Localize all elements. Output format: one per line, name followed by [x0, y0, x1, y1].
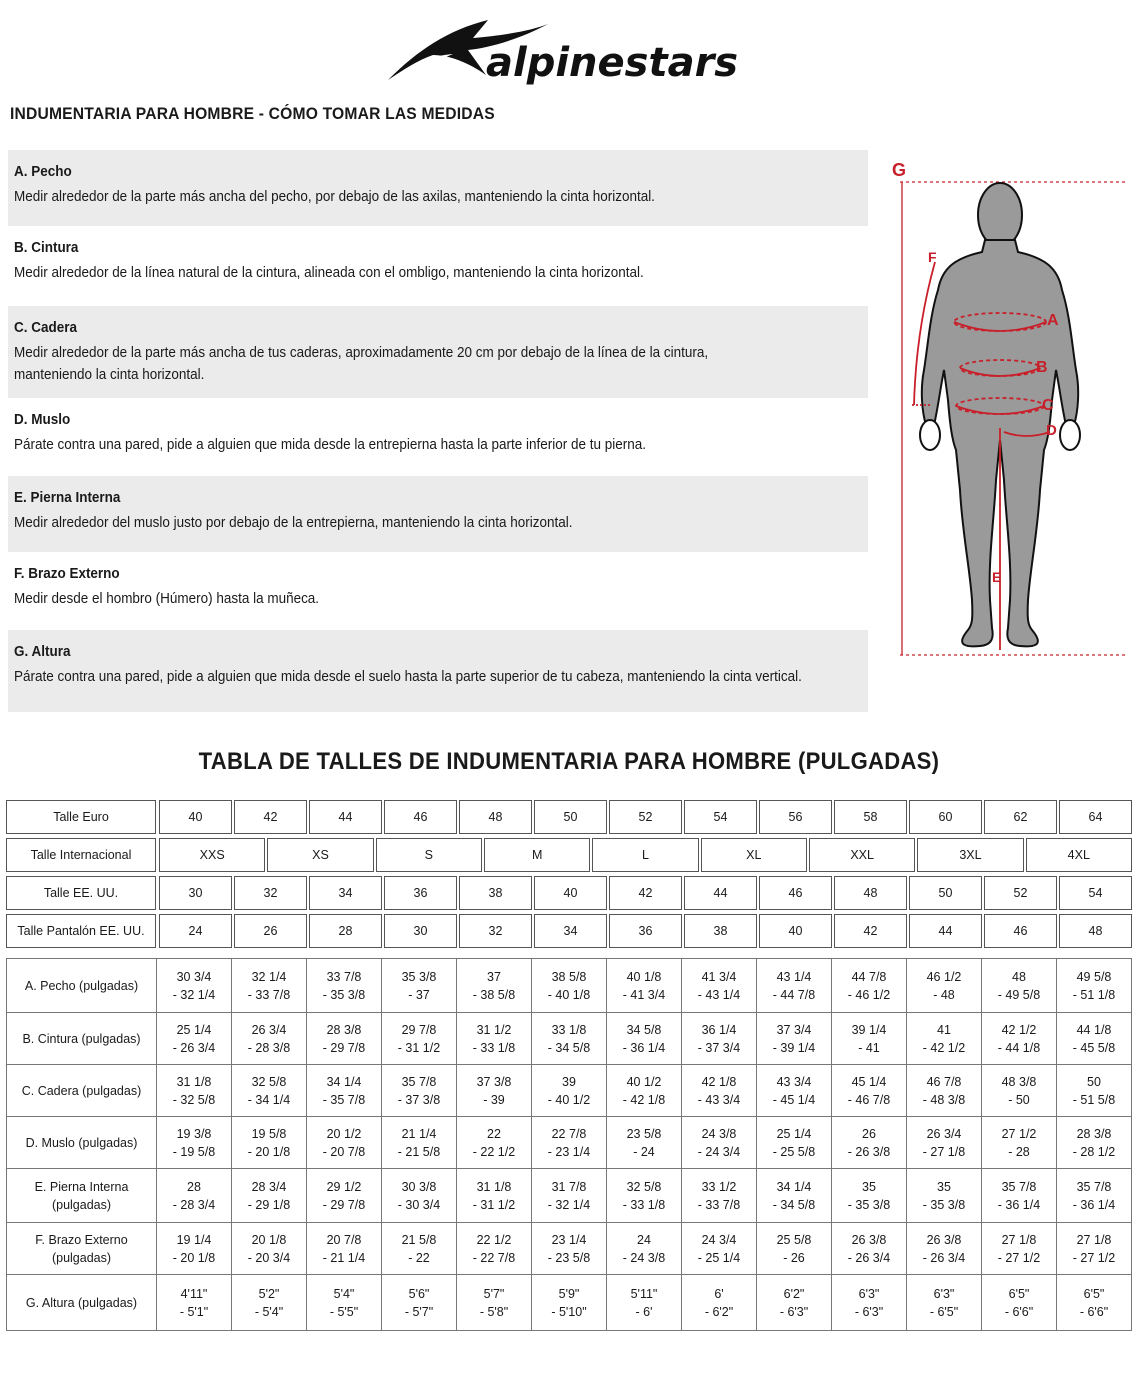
measurement-cell	[682, 1169, 757, 1223]
row-header: E. Pierna Interna (pulgadas)	[7, 1169, 157, 1223]
size-cells	[159, 800, 1132, 834]
measurement-cell	[157, 1117, 232, 1169]
measurement-cell	[382, 1169, 457, 1223]
measurement-value: 48 - 49 5/8	[997, 969, 1041, 1002]
measurement-value: 29 7/8 - 31 1/2	[397, 1022, 441, 1055]
size-cell: 34	[534, 914, 607, 948]
measurement-value: 26 3/8 - 26 3/4	[847, 1232, 891, 1265]
label-e: E	[992, 569, 1002, 585]
label-g: G	[892, 160, 907, 180]
measurement-row	[7, 959, 1132, 1013]
measurement-value: 22 - 22 1/2	[472, 1126, 516, 1159]
row-header: Talle Pantalón EE. UU.	[6, 914, 156, 948]
measure-desc: Medir alrededor del muslo justo por debajo de la entrepierna, manteniendo la cinta horizontal.	[14, 515, 573, 531]
measurement-row	[7, 1117, 1132, 1169]
size-cell: 62	[984, 800, 1057, 834]
measurement-value: 40 1/2 - 42 1/8	[622, 1074, 666, 1107]
measurement-cell	[757, 1013, 832, 1065]
measurement-value: 32 5/8 - 34 1/4	[247, 1074, 291, 1107]
measurement-value: 28 3/4 - 29 1/8	[247, 1179, 291, 1212]
measurement-cell	[457, 959, 532, 1013]
size-cell: 54	[684, 800, 757, 834]
row-header: Talle Internacional	[6, 838, 156, 872]
size-cell: 4XL	[1026, 838, 1132, 872]
measurement-cell	[532, 1117, 607, 1169]
measurement-cell	[532, 1223, 607, 1275]
size-row-internacional	[6, 838, 1132, 872]
measure-title: B. Cintura	[14, 240, 79, 256]
measurement-cell	[157, 1275, 232, 1331]
measurement-cell	[157, 1223, 232, 1275]
measurement-cell	[607, 1065, 682, 1117]
size-cell: XXS	[159, 838, 265, 872]
measurement-cell	[532, 1013, 607, 1065]
label-a: A	[1047, 312, 1059, 329]
measurement-value: 6' - 6'2"	[704, 1286, 734, 1319]
measurement-value: 23 5/8 - 24	[626, 1126, 662, 1159]
measurement-row	[7, 1169, 1132, 1223]
measurement-cell	[157, 959, 232, 1013]
measurement-cell	[757, 1117, 832, 1169]
measurement-value: 29 1/2 - 29 7/8	[322, 1179, 366, 1212]
measurement-cell	[307, 1065, 382, 1117]
measurement-cell	[982, 959, 1057, 1013]
measurement-value: 5'9" - 5'10"	[551, 1286, 587, 1319]
measurement-value: 48 3/8 - 50	[1001, 1074, 1037, 1107]
size-cell: 36	[609, 914, 682, 948]
measurement-row	[7, 1013, 1132, 1065]
size-cell: 40	[759, 914, 832, 948]
measure-title: A. Pecho	[14, 164, 72, 180]
measurement-value: 25 1/4 - 26 3/4	[172, 1022, 216, 1055]
measurement-cell	[232, 1223, 307, 1275]
measurement-cell	[907, 1275, 982, 1331]
size-cell: 40	[534, 876, 607, 910]
measurement-cell	[832, 1275, 907, 1331]
measure-desc: Medir alrededor de la parte más ancha del pecho, por debajo de las axilas, manteniendo la cinta horizontal.	[14, 189, 655, 205]
svg-text:alpinestars: alpinestars	[486, 40, 739, 86]
measurement-value: 40 1/8 - 41 3/4	[622, 969, 666, 1002]
measurement-value: 45 1/4 - 46 7/8	[847, 1074, 891, 1107]
measurement-value: 35 7/8 - 37 3/8	[397, 1074, 441, 1107]
size-cell: 64	[1059, 800, 1132, 834]
measurement-value: 33 7/8 - 35 3/8	[322, 969, 366, 1002]
measurement-cell	[382, 959, 457, 1013]
measurement-value: 26 - 26 3/8	[847, 1126, 891, 1159]
measurement-value: 33 1/8 - 34 5/8	[547, 1022, 591, 1055]
measurement-value: 35 - 35 3/8	[847, 1179, 891, 1212]
size-cell: L	[592, 838, 698, 872]
measure-title: F. Brazo Externo	[14, 566, 120, 582]
size-cell: 40	[159, 800, 232, 834]
measurement-cell	[307, 1223, 382, 1275]
size-row-pantalon	[6, 914, 1132, 948]
measurement-value: 6'2" - 6'3"	[779, 1286, 809, 1319]
measurement-cell	[157, 1065, 232, 1117]
measurement-cell	[607, 1223, 682, 1275]
measurement-value: 32 5/8 - 33 1/8	[622, 1179, 666, 1212]
measurement-cell	[982, 1117, 1057, 1169]
row-header: B. Cintura (pulgadas)	[7, 1013, 157, 1065]
size-cell: 38	[459, 876, 532, 910]
measurement-value: 20 7/8 - 21 1/4	[322, 1232, 366, 1265]
measurement-value: 37 3/8 - 39	[476, 1074, 512, 1107]
size-cell: 60	[909, 800, 982, 834]
measurement-value: 42 1/2 - 44 1/8	[997, 1022, 1041, 1055]
measure-desc: Medir desde el hombro (Húmero) hasta la muñeca.	[14, 591, 320, 607]
measurement-value: 32 1/4 - 33 7/8	[247, 969, 291, 1002]
size-cell: 48	[834, 876, 907, 910]
label-d: D	[1046, 422, 1057, 439]
measurement-value: 28 3/8 - 28 1/2	[1072, 1126, 1116, 1159]
measure-muslo	[8, 398, 868, 476]
size-cell: 50	[534, 800, 607, 834]
measurement-cell	[757, 1169, 832, 1223]
measurement-value: 26 3/8 - 26 3/4	[922, 1232, 966, 1265]
measurement-value: 26 3/4 - 28 3/8	[247, 1022, 291, 1055]
measurement-cell	[1057, 1169, 1132, 1223]
measurement-value: 35 3/8 - 37	[401, 969, 437, 1002]
measurement-cell	[907, 1013, 982, 1065]
measure-pecho	[8, 150, 868, 226]
measurement-cell	[982, 1223, 1057, 1275]
measurement-value: 6'3" - 6'3"	[854, 1286, 884, 1319]
measurement-cell	[907, 959, 982, 1013]
measurement-value: 34 5/8 - 36 1/4	[622, 1022, 666, 1055]
measurement-cell	[757, 1065, 832, 1117]
measurement-value: 37 3/4 - 39 1/4	[772, 1022, 816, 1055]
measurement-cell	[232, 1065, 307, 1117]
measurement-cell	[157, 1013, 232, 1065]
measurement-value: 5'7" - 5'8"	[479, 1286, 509, 1319]
measurement-cell	[982, 1013, 1057, 1065]
size-cell: 32	[459, 914, 532, 948]
measurement-cell	[682, 1117, 757, 1169]
measurement-cell	[232, 1275, 307, 1331]
measurement-value: 46 7/8 - 48 3/8	[922, 1074, 966, 1107]
measurement-list	[8, 150, 868, 712]
body-figure	[880, 150, 1130, 670]
body-silhouette-icon	[880, 150, 1130, 670]
measurement-value: 39 1/4 - 41	[851, 1022, 887, 1055]
measurement-value: 35 7/8 - 36 1/4	[997, 1179, 1041, 1212]
measurement-value: 19 5/8 - 20 1/8	[247, 1126, 291, 1159]
size-cell: 34	[309, 876, 382, 910]
measure-cadera	[8, 306, 868, 398]
size-row-us	[6, 876, 1132, 910]
measurement-value: 25 1/4 - 25 5/8	[772, 1126, 816, 1159]
measurement-cell	[532, 1169, 607, 1223]
measurement-value: 35 7/8 - 36 1/4	[1072, 1179, 1116, 1212]
alpinestars-star-icon	[378, 10, 768, 90]
measurement-cell	[1057, 1013, 1132, 1065]
size-cell: 30	[384, 914, 457, 948]
measurement-value: 21 5/8 - 22	[401, 1232, 437, 1265]
measurement-cell	[307, 1275, 382, 1331]
label-b: B	[1036, 359, 1048, 376]
measurement-table	[6, 958, 1132, 1331]
measurement-cell	[682, 1013, 757, 1065]
measurement-cell	[532, 1275, 607, 1331]
measurement-cell	[607, 959, 682, 1013]
measurement-cell	[907, 1117, 982, 1169]
measurement-value: 23 1/4 - 23 5/8	[547, 1232, 591, 1265]
size-cell: 52	[984, 876, 1057, 910]
size-cell: 36	[384, 876, 457, 910]
measurement-value: 6'3" - 6'5"	[929, 1286, 959, 1319]
section-title: INDUMENTARIA PARA HOMBRE - CÓMO TOMAR LAS MEDIDAS	[10, 104, 495, 123]
measurement-cell	[1057, 1117, 1132, 1169]
size-cell: 3XL	[917, 838, 1023, 872]
row-header: Talle EE. UU.	[6, 876, 156, 910]
size-cell: 48	[1059, 914, 1132, 948]
measurement-cell	[307, 1117, 382, 1169]
size-cell: 44	[309, 800, 382, 834]
measurement-cell	[232, 1117, 307, 1169]
measurement-row	[7, 1065, 1132, 1117]
measurement-cell	[982, 1065, 1057, 1117]
measurement-cell	[682, 1065, 757, 1117]
size-cell: 56	[759, 800, 832, 834]
measurement-cell	[532, 959, 607, 1013]
size-table	[6, 800, 1132, 952]
measurement-row	[7, 1275, 1132, 1331]
measure-title: E. Pierna Interna	[14, 490, 121, 506]
measurement-cell	[457, 1013, 532, 1065]
measure-altura	[8, 630, 868, 712]
label-f: F	[928, 249, 937, 265]
measurement-value: 5'2" - 5'4"	[254, 1286, 284, 1319]
measurement-value: 4'11" - 5'1"	[179, 1286, 209, 1319]
measure-title: C. Cadera	[14, 320, 77, 336]
size-cell: 26	[234, 914, 307, 948]
measurement-cell	[907, 1169, 982, 1223]
measurement-cell	[1057, 959, 1132, 1013]
measurement-cell	[457, 1065, 532, 1117]
measurement-value: 43 3/4 - 45 1/4	[772, 1074, 816, 1107]
measure-pierna-interna	[8, 476, 868, 552]
size-cell: 42	[609, 876, 682, 910]
measurement-cell	[457, 1117, 532, 1169]
measure-cintura	[8, 226, 868, 306]
size-cell: XS	[267, 838, 373, 872]
measurement-cell	[682, 1275, 757, 1331]
measurement-value: 22 7/8 - 23 1/4	[547, 1126, 591, 1159]
measurement-cell	[832, 1013, 907, 1065]
measurement-cell	[382, 1065, 457, 1117]
measure-title: G. Altura	[14, 644, 71, 660]
measurement-cell	[157, 1169, 232, 1223]
row-header: D. Muslo (pulgadas)	[7, 1117, 157, 1169]
measurement-value: 46 1/2 - 48	[926, 969, 962, 1002]
measurement-cell	[1057, 1223, 1132, 1275]
measurement-value: 38 5/8 - 40 1/8	[547, 969, 591, 1002]
measurement-cell	[607, 1013, 682, 1065]
measurement-value: 20 1/8 - 20 3/4	[247, 1232, 291, 1265]
measurement-value: 26 3/4 - 27 1/8	[922, 1126, 966, 1159]
measurement-cell	[607, 1169, 682, 1223]
measurement-value: 36 1/4 - 37 3/4	[697, 1022, 741, 1055]
size-cell: 48	[459, 800, 532, 834]
measurement-cell	[607, 1275, 682, 1331]
row-header: C. Cadera (pulgadas)	[7, 1065, 157, 1117]
measurement-cell	[832, 1117, 907, 1169]
measure-desc: Párate contra una pared, pide a alguien que mida desde la entrepierna hasta la parte inferior de tu pierna.	[14, 437, 646, 453]
size-cell: 46	[759, 876, 832, 910]
measurement-value: 19 3/8 - 19 5/8	[172, 1126, 216, 1159]
measurement-cell	[532, 1065, 607, 1117]
measurement-row	[7, 1223, 1132, 1275]
measurement-value: 28 3/8 - 29 7/8	[322, 1022, 366, 1055]
measurement-value: 31 1/8 - 31 1/2	[472, 1179, 516, 1212]
measurement-cell	[382, 1223, 457, 1275]
measurement-value: 5'4" - 5'5"	[329, 1286, 359, 1319]
size-cell: 50	[909, 876, 982, 910]
measurement-value: 21 1/4 - 21 5/8	[397, 1126, 441, 1159]
measurement-value: 25 5/8 - 26	[776, 1232, 812, 1265]
measurement-cell	[232, 1013, 307, 1065]
measurement-value: 19 1/4 - 20 1/8	[172, 1232, 216, 1265]
measurement-value: 30 3/8 - 30 3/4	[397, 1179, 441, 1212]
measurement-cell	[757, 959, 832, 1013]
size-cell: 46	[384, 800, 457, 834]
measurement-value: 5'6" - 5'7"	[404, 1286, 434, 1319]
measurement-cell	[382, 1275, 457, 1331]
size-cell: 30	[159, 876, 232, 910]
measurement-value: 37 - 38 5/8	[472, 969, 516, 1002]
measure-brazo-externo	[8, 552, 868, 630]
measurement-cell	[907, 1065, 982, 1117]
size-cells	[159, 914, 1132, 948]
table-title: TABLA DE TALLES DE INDUMENTARIA PARA HOMBRE (PULGADAS)	[198, 748, 940, 775]
measurement-cell	[832, 1223, 907, 1275]
measurement-cell	[607, 1117, 682, 1169]
measure-desc-2: manteniendo la cinta horizontal.	[14, 367, 205, 383]
measurement-value: 5'11" - 6'	[630, 1286, 658, 1319]
measurement-value: 6'5" - 6'6"	[1004, 1286, 1034, 1319]
measurement-value: 44 7/8 - 46 1/2	[847, 969, 891, 1002]
size-cell: XL	[701, 838, 807, 872]
measurement-cell	[457, 1275, 532, 1331]
measurement-cell	[307, 1169, 382, 1223]
row-header: F. Brazo Externo (pulgadas)	[7, 1223, 157, 1275]
measurement-value: 34 1/4 - 35 7/8	[322, 1074, 366, 1107]
size-cell: 52	[609, 800, 682, 834]
measurement-value: 30 3/4 - 32 1/4	[172, 969, 216, 1002]
size-cell: 44	[909, 914, 982, 948]
measurement-value: 22 1/2 - 22 7/8	[472, 1232, 516, 1265]
measurement-value: 27 1/2 - 28	[1001, 1126, 1037, 1159]
size-cell: 24	[159, 914, 232, 948]
measurement-cell	[307, 959, 382, 1013]
measurement-value: 20 1/2 - 20 7/8	[322, 1126, 366, 1159]
measurement-value: 27 1/8 - 27 1/2	[997, 1232, 1041, 1265]
size-cell: 42	[834, 914, 907, 948]
measurement-cell	[307, 1013, 382, 1065]
measure-desc: Párate contra una pared, pide a alguien que mida desde el suelo hasta la parte superior de tu cabeza, manteniendo la cinta vertical.	[14, 669, 802, 685]
measurement-cell	[682, 959, 757, 1013]
measurement-value: 50 - 51 5/8	[1072, 1074, 1116, 1107]
measurement-value: 31 7/8 - 32 1/4	[547, 1179, 591, 1212]
measurement-cell	[832, 1169, 907, 1223]
size-cell: 46	[984, 914, 1057, 948]
measure-desc: Medir alrededor de la parte más ancha de tus caderas, aproximadamente 20 cm por debajo de la línea de la cintura,	[14, 345, 709, 361]
measurement-cell	[232, 959, 307, 1013]
measurement-cell	[457, 1223, 532, 1275]
measurement-cell	[907, 1223, 982, 1275]
measurement-value: 24 3/8 - 24 3/4	[697, 1126, 741, 1159]
measurement-cell	[457, 1169, 532, 1223]
measurement-cell	[982, 1275, 1057, 1331]
size-cell: 32	[234, 876, 307, 910]
size-cell: S	[376, 838, 482, 872]
measurement-value: 31 1/8 - 32 5/8	[172, 1074, 216, 1107]
measurement-value: 28 - 28 3/4	[172, 1179, 216, 1212]
measurement-cell	[682, 1223, 757, 1275]
measurement-value: 43 1/4 - 44 7/8	[772, 969, 816, 1002]
size-cell: 28	[309, 914, 382, 948]
measurement-value: 41 - 42 1/2	[922, 1022, 966, 1055]
row-header: A. Pecho (pulgadas)	[7, 959, 157, 1013]
measurement-cell	[232, 1169, 307, 1223]
measurement-cell	[382, 1117, 457, 1169]
measurement-cell	[832, 1065, 907, 1117]
measurement-cell	[982, 1169, 1057, 1223]
measurement-value: 34 1/4 - 34 5/8	[772, 1179, 816, 1212]
size-cells	[159, 838, 1132, 872]
size-cell: 42	[234, 800, 307, 834]
measurement-value: 31 1/2 - 33 1/8	[472, 1022, 516, 1055]
measurement-cell	[1057, 1065, 1132, 1117]
size-cell: 58	[834, 800, 907, 834]
size-cells	[159, 876, 1132, 910]
measurement-value: 33 1/2 - 33 7/8	[697, 1179, 741, 1212]
measurement-value: 27 1/8 - 27 1/2	[1072, 1232, 1116, 1265]
size-row-euro	[6, 800, 1132, 834]
measurement-value: 24 3/4 - 25 1/4	[697, 1232, 741, 1265]
measurement-value: 41 3/4 - 43 1/4	[697, 969, 741, 1002]
measurement-value: 44 1/8 - 45 5/8	[1072, 1022, 1116, 1055]
measurement-value: 39 - 40 1/2	[547, 1074, 591, 1107]
measurement-value: 24 - 24 3/8	[622, 1232, 666, 1265]
measurement-cell	[757, 1223, 832, 1275]
measure-title: D. Muslo	[14, 412, 71, 428]
alpinestars-logo	[378, 10, 768, 90]
measurement-cell	[382, 1013, 457, 1065]
measurement-cell	[757, 1275, 832, 1331]
row-header: G. Altura (pulgadas)	[7, 1275, 157, 1331]
size-cell: 38	[684, 914, 757, 948]
size-cell: M	[484, 838, 590, 872]
measurement-value: 42 1/8 - 43 3/4	[697, 1074, 741, 1107]
row-header: Talle Euro	[6, 800, 156, 834]
size-cell: XXL	[809, 838, 915, 872]
label-c: C	[1042, 397, 1054, 414]
measurement-value: 6'5" - 6'6"	[1079, 1286, 1109, 1319]
measure-desc: Medir alrededor de la línea natural de la cintura, alineada con el ombligo, manteniendo la cinta horizontal.	[14, 265, 644, 281]
size-cell: 54	[1059, 876, 1132, 910]
measurement-value: 35 - 35 3/8	[922, 1179, 966, 1212]
measurement-value: 49 5/8 - 51 1/8	[1072, 969, 1116, 1002]
measurement-cell	[832, 959, 907, 1013]
measurement-cell	[1057, 1275, 1132, 1331]
size-cell: 44	[684, 876, 757, 910]
